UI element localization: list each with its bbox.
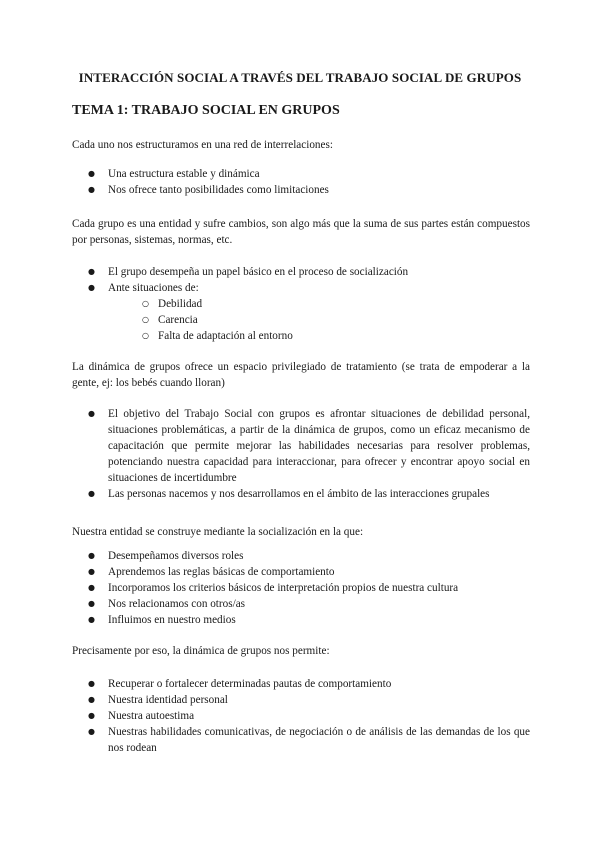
paragraph-2: Cada grupo es una entidad y sufre cambios, son algo más que la suma de sus partes están compuestos por personas, sistemas, normas, etc. (72, 218, 530, 246)
list-item: ● Influimos en nuestro medios (72, 612, 530, 628)
bullet-list-1 (72, 166, 530, 198)
bullet-list-2 (72, 264, 530, 344)
list-item: ● Una estructura estable y dinámica (72, 166, 530, 182)
list-item: ● El grupo desempeña un papel básico en el proceso de socialización (72, 264, 530, 280)
list-item: ● Nuestras habilidades comunicativas, de negociación o de análisis de las demandas de los que nos rodean (72, 724, 530, 756)
list-item: ● Incorporamos los criterios básicos de interpretación propios de nuestra cultura (72, 580, 530, 596)
list-item: ● Nuestra autoestima (72, 708, 530, 724)
list-item: ● Nos relacionamos con otros/as (72, 596, 530, 612)
paragraph-4: Nuestra entidad se construye mediante la socialización en la que: (72, 526, 364, 538)
bullet-list-5 (72, 676, 530, 756)
list-item: ● Aprendemos las reglas básicas de comportamiento (72, 564, 530, 580)
list-item-text: Ante situaciones de: (108, 282, 199, 294)
sub-list-item: ○ Carencia (144, 312, 530, 328)
list-item: ● Las personas nacemos y nos desarrollamos en el ámbito de las interacciones grupales (72, 486, 530, 502)
list-item (72, 280, 530, 344)
list-item: ● El objetivo del Trabajo Social con grupos es afrontar situaciones de debilidad personal, situaciones problemáticas, a partir de la dinámica de grupos, como un eficaz mecanismo de capacitación que permite mejorar las habilidades necesarias para resolver problemas, potenciando nuestra capacidad para interaccionar, para ofrecer y encontrar apoyo social en situaciones de incertidumbre (72, 406, 530, 486)
list-item: ● Desempeñamos diversos roles (72, 548, 530, 564)
sub-list (108, 296, 530, 344)
document-title: INTERACCIÓN SOCIAL A TRAVÉS DEL TRABAJO SOCIAL DE GRUPOS (78, 70, 522, 85)
paragraph-5: Precisamente por eso, la dinámica de grupos nos permite: (72, 645, 330, 657)
bullet-list-3 (72, 406, 530, 502)
sub-list-item: ○ Debilidad (144, 296, 530, 312)
section-heading: TEMA 1: TRABAJO SOCIAL EN GRUPOS (72, 103, 340, 118)
paragraph-1: Cada uno nos estructuramos en una red de interrelaciones: (72, 139, 333, 151)
paragraph-3: La dinámica de grupos ofrece un espacio privilegiado de tratamiento (se trata de empoderar a la gente, ej: los bebés cuando lloran) (72, 361, 530, 389)
sub-list-item: ○ Falta de adaptación al entorno (144, 328, 530, 344)
list-item: ● Recuperar o fortalecer determinadas pautas de comportamiento (72, 676, 530, 692)
list-item: ● Nos ofrece tanto posibilidades como limitaciones (72, 182, 530, 198)
bullet-list-4 (72, 548, 530, 628)
list-item: ● Nuestra identidad personal (72, 692, 530, 708)
